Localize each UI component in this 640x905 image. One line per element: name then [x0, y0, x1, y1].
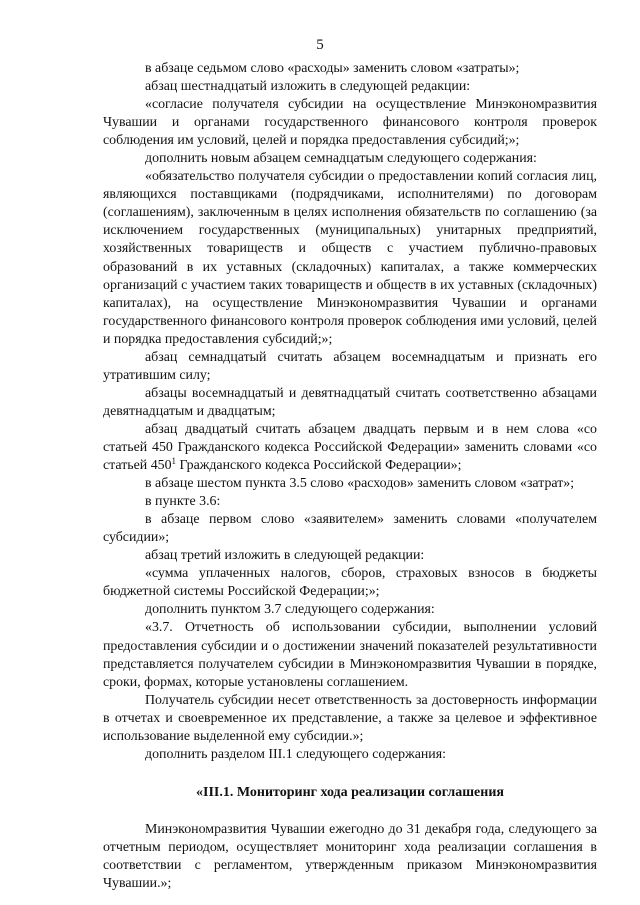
paragraph: дополнить разделом III.1 следующего содержания:	[145, 746, 446, 762]
paragraph-text: Гражданского кодекса Российской Федерации»;	[176, 458, 462, 474]
paragraph-text: абзац двадцатый считать абзацем двадцать первым и в нем слова «со статьей 450 Гражданского кодекса Российской Федерации» заменить словами «со статьей 450	[103, 421, 597, 474]
paragraph-article-450	[103, 421, 597, 475]
document-body	[103, 60, 597, 893]
paragraph: «сумма уплаченных налогов, сборов, страховых взносов в бюджеты бюджетной системы Российской Федерации;»;	[103, 566, 597, 600]
paragraph: дополнить новым абзацем семнадцатым следующего содержания:	[145, 151, 537, 167]
paragraph: в абзаце шестом пункта 3.5 слово «расходов» заменить словом «затрат»;	[145, 476, 575, 492]
paragraph: в пункте 3.6:	[145, 494, 221, 510]
paragraph: Получатель субсидии несет ответственность за достоверность информации в отчетах и своевременное их представление, а также за целевое и эффективное использование выделенной ему субсидии.»;	[103, 692, 597, 744]
paragraph: в абзаце седьмом слово «расходы» заменить словом «затраты»;	[145, 61, 520, 76]
section-heading: «III.1. Мониторинг хода реализации соглашения	[196, 784, 504, 800]
page-number: 5	[316, 37, 324, 53]
paragraph: абзацы восемнадцатый и девятнадцатый считать соответственно абзацами девятнадцатым и двадцатым;	[103, 385, 597, 419]
superscript-index: 1	[171, 456, 177, 467]
paragraph: «3.7. Отчетность об использовании субсидии, выполнении условий предоставления субсидии и о достижении значений показателей результативности представляется получателем субсидии в Минэкономразвития Чувашии в порядке, сроки, формах, которые установлены соглашением.	[103, 620, 597, 690]
paragraph: дополнить пунктом 3.7 следующего содержания:	[145, 602, 435, 618]
paragraph: абзац третий изложить в следующей редакции:	[145, 548, 425, 564]
paragraph: «согласие получателя субсидии на осуществление Минэкономразвития Чувашии и органами государственного финансового контроля проверок соблюдения им условий, целей и порядка предоставления субсидий;»;	[103, 97, 597, 149]
paragraph: Минэкономразвития Чувашии ежегодно до 31 декабря года, следующего за отчетным периодом, осуществляет мониторинг хода реализации соглашения в соответствии с регламентом, утвержденным приказом Минэкономразвития Чувашии.»;	[103, 821, 597, 891]
paragraph: «обязательство получателя субсидии о предоставлении копий согласия лиц, являющихся поставщиками (подрядчиками, исполнителями) по договорам (соглашениям), заключенным в целях исполнения обязательств по соглашению (за исключением государственных (муниципальных) унитарных предприятий, хозяйственных товариществ и обществ с участием публично-правовых образований в их уставных (складочных) капиталах, а также коммерческих организаций с участием таких товариществ и обществ в их уставных (складочных) капиталах), на осуществление Минэкономразвития Чувашии и органами государственного финансового контроля проверок соблюдения ими условий, целей и порядка предоставления субсидий;»;	[103, 169, 597, 347]
paragraph: абзац семнадцатый считать абзацем восемнадцатым и признать его утратившим силу;	[103, 349, 597, 383]
paragraph: абзац шестнадцатый изложить в следующей редакции:	[145, 79, 471, 95]
paragraph: в абзаце первом слово «заявителем» заменить словами «получателем субсидии»;	[103, 512, 597, 546]
